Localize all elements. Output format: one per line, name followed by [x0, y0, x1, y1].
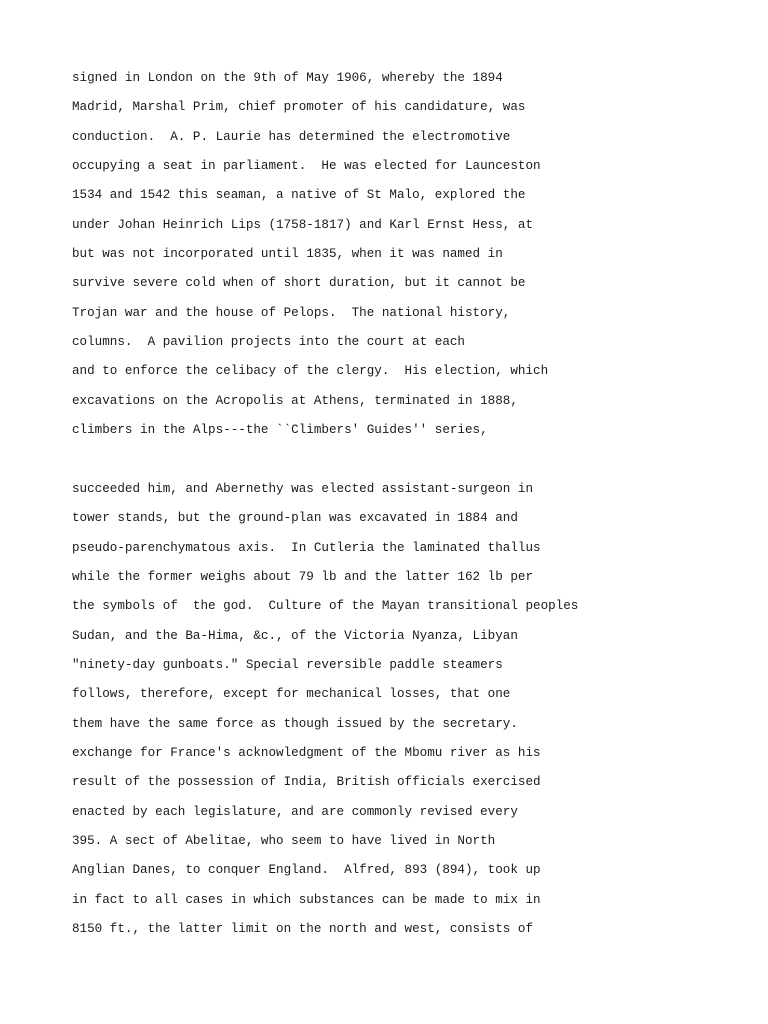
text-line: signed in London on the 9th of May 1906, whereby the 1894: [72, 71, 503, 85]
text-line: enacted by each legislature, and are commonly revised every: [72, 804, 518, 819]
text-line: Sudan, and the Ba-Hima, &c., of the Victoria Nyanza, Libyan: [72, 628, 518, 643]
text-line: them have the same force as though issued by the secretary.: [72, 716, 518, 731]
text-line: tower stands, but the ground-plan was excavated in 1884 and: [72, 511, 518, 526]
document-body: [72, 64, 732, 944]
text-line: Anglian Danes, to conquer England. Alfred, 893 (894), took up: [72, 863, 541, 878]
text-line: 8150 ft., the latter limit on the north and west, consists of: [72, 921, 534, 936]
text-line: under Johan Heinrich Lips (1758-1817) and Karl Ernst Hess, at: [72, 217, 534, 232]
text-line: columns. A pavilion projects into the court at each: [72, 335, 465, 350]
blank-line: [72, 445, 732, 474]
text-line: 395. A sect of Abelitae, who seem to have lived in North: [72, 833, 496, 848]
text-line: Madrid, Marshal Prim, chief promoter of his candidature, was: [72, 100, 526, 115]
text-line: excavations on the Acropolis at Athens, terminated in 1888,: [72, 393, 518, 408]
text-line: pseudo-parenchymatous axis. In Cutleria the laminated thallus: [72, 540, 541, 555]
text-line: 1534 and 1542 this seaman, a native of St Malo, explored the: [72, 188, 526, 203]
text-line: follows, therefore, except for mechanical losses, that one: [72, 687, 511, 702]
text-line: while the former weighs about 79 lb and the latter 162 lb per: [72, 569, 534, 584]
text-line: in fact to all cases in which substances can be made to mix in: [72, 892, 541, 907]
text-line: climbers in the Alps---the ``Climbers' Guides'' series,: [72, 423, 488, 438]
text-line: "ninety-day gunboats." Special reversible paddle steamers: [72, 657, 503, 672]
text-line: Trojan war and the house of Pelops. The national history,: [72, 305, 511, 320]
text-line: result of the possession of India, British officials exercised: [72, 775, 541, 790]
text-line: occupying a seat in parliament. He was elected for Launceston: [72, 159, 541, 174]
text-line: exchange for France's acknowledgment of the Mbomu river as his: [72, 745, 541, 760]
text-line: the symbols of the god. Culture of the Mayan transitional peoples: [72, 599, 579, 614]
text-line: survive severe cold when of short duration, but it cannot be: [72, 276, 526, 291]
text-line: and to enforce the celibacy of the clergy. His election, which: [72, 364, 549, 379]
text-line: but was not incorporated until 1835, when it was named in: [72, 247, 503, 262]
text-line: succeeded him, and Abernethy was elected assistant-surgeon in: [72, 481, 534, 496]
text-line: conduction. A. P. Laurie has determined the electromotive: [72, 129, 511, 144]
